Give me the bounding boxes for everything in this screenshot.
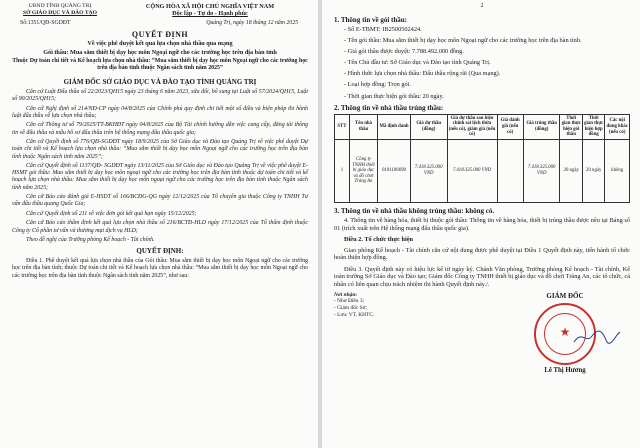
table-cell: 20 ngày — [582, 140, 605, 203]
section-package-info: 1. Thông tin về gói thầu: — [334, 16, 407, 24]
document-date: Quảng Trị, ngày 18 tháng 12 năm 2025 — [206, 20, 298, 27]
article-2-body: Giao phòng Kế hoạch - Tài chính căn cứ nội dung được phê duyệt tại Điều 1 Quyết định này, tiến hành tổ chức hoàn thiện hợp đồng. — [334, 246, 630, 262]
table-cell: 0101186698 — [378, 140, 411, 203]
number-date-row — [12, 17, 308, 26]
agency-parent: UBND TỈNH QUẢNG TRỊ — [28, 3, 92, 9]
table-row — [335, 140, 630, 203]
table-cell: không — [605, 140, 630, 203]
page-number: 2 — [480, 3, 484, 9]
goods-info: 4. Thông tin về hàng hóa, thiết bị thuộc gói thầu: Thông tin về hàng hóa, thiết bị trúng thầu được nêu tại Bảng số 01 (trích xuất trên Hệ thống mạng đấu thầu quốc gia). — [334, 217, 630, 232]
signer — [500, 292, 630, 374]
column-header: Thời gian thực hiện hợp đồng — [582, 114, 605, 139]
country-name: CỘNG HÒA XÃ HỘI CHỦ NGHĨA VIỆT NAM — [145, 3, 275, 10]
motto: Độc lập - Tự do - Hạnh phúc — [172, 10, 248, 18]
column-header: Giá dự thầu (đồng) — [410, 114, 447, 139]
info-line: - Loại hợp đồng: Trọn gói. — [344, 81, 412, 89]
document-number: Số:1351/QĐ-SGDĐT — [20, 20, 71, 27]
legal-basis: Căn cứ Luật Đấu thầu số 22/2023/QH15 ngày 23 tháng 6 năm 2023, sửa đổi, bổ sung tại Luật số 57/2024/QH15, Luật số 90/2025/QH15; — [12, 89, 308, 103]
document-title: QUYẾT ĐỊNH — [131, 30, 189, 40]
section-losing-bidders: 3. Thông tin về nhà thầu không trúng thầu: không có. — [334, 207, 495, 216]
column-header: Các nội dung khác (nếu có) — [605, 114, 630, 139]
column-header: Mã định danh — [378, 114, 411, 139]
info-line: - Giá gói thầu được duyệt: 7.788.492.000 đồng. — [344, 48, 464, 56]
winning-bidder-table — [334, 114, 630, 203]
official-seal-icon: ★ — [534, 303, 596, 365]
article-3: Điều 3. Quyết định này có hiệu lực kể từ ngày ký. Chánh Văn phòng, Trưởng phòng Kế hoạch - Tài chính, Kế toán trường Sở Giáo dục và Đào tạo; Giám đốc Công ty TNHH thiết bị giáo dục và đồ chơi Tràng An, các tổ chức, cá nhân có liên quan chịu trách nhiệm thi hành Quyết định này./. — [334, 265, 630, 288]
column-header: Tên nhà thầu — [349, 114, 377, 139]
recipient: - Lưu: VT, KHTC. — [334, 311, 375, 318]
agency-name: SỞ GIÁO DỤC VÀ ĐÀO TẠO — [23, 10, 97, 16]
info-line: - Tên Chủ đầu tư: Sở Giáo dục và Đào tạo tỉnh Quảng Trị. — [344, 59, 491, 67]
issuing-authority: GIÁM ĐỐC SỞ GIÁO DỤC VÀ ĐÀO TẠO TỈNH QUẢNG TRỊ — [63, 78, 257, 86]
article-2-heading: Điều 2. Tổ chức thực hiện — [344, 235, 414, 243]
column-header: Giá trúng thầu (đồng) — [523, 114, 560, 139]
table-cell: Công ty TNHH thiết bị giáo dục và đồ chơi Tràng An — [349, 140, 377, 203]
legal-basis: Căn cứ Báo cáo đánh giá E-HSDT số 166/BCĐG-QG ngày 12/12/2025 của Tổ chuyên gia thuộc Công ty TNHH Tư vấn đấu thầu quang Quốc Gia; — [12, 194, 308, 208]
recipient: - Như Điều 3; — [334, 298, 365, 305]
legal-basis: Căn cứ Thông tư số 79/2025/TT-BKHĐT ngày 04/8/2025 của Bộ Tài chính hướng dẫn việc cung cấp, đăng tải thông tin về đấu thầu và mẫu hồ sơ đấu thầu trên hệ thống mạng đấu thầu quốc gia; — [12, 122, 308, 136]
table-cell: 20 ngày — [560, 140, 582, 203]
handwritten-signature-icon — [572, 328, 622, 346]
table-header-row — [335, 114, 630, 139]
legal-basis: Căn cứ Nghị định số 214/NĐ-CP ngày 04/8/2025 của Chính phủ quy định chi tiết một số điều và biện pháp thi hành luật đấu thầu về lựa chọn nhà thầu; — [12, 105, 308, 119]
info-line: - Tên gói thầu: Mua sắm thiết bị dạy học môn Ngoại ngữ cho các trường học trên địa bàn tỉnh. — [344, 37, 582, 45]
signer-name: Lê Thị Hương — [544, 366, 586, 374]
column-header: STT — [335, 114, 350, 139]
recipients-title: Nơi nhận: — [334, 291, 358, 298]
column-header: Giá dự thầu sau hiệu chỉnh sai lệch thừa (nếu có), giảm giá (nếu có) — [447, 114, 497, 139]
legal-basis: Căn cứ Quyết định số 776/QĐ-SGDĐT ngày 18/9/2025 của Sở Giáo dục và Đào tạo Quảng Trị về việc phê duyệt Dự toán chi tiết và Kế hoạch lựa chọn nhà thầu: “Mua sắm thiết bị dạy học môn Ngoại ngữ cho các trường học trên địa bàn tỉnh thuộc Ngân sách tỉnh năm 2025”; — [12, 139, 308, 160]
legal-basis: Căn cứ Quyết định số 211 về việc đơn gói kết quả hạn ngày 15/12/2025; — [26, 210, 197, 217]
info-line: - Thời gian thực hiện gói thầu: 20 ngày. — [344, 92, 444, 100]
recipient: - Giám đốc Sở; — [334, 304, 367, 311]
section-winning-bidder: 2. Thông tin về nhà thầu trúng thầu: — [334, 103, 444, 112]
package-name: Gói thầu: Mua sắm thiết bị dạy học môn Ngoại ngữ cho các trường học trên địa bàn tỉnh — [43, 48, 277, 56]
article-1: Điều 1. Phê duyệt kết quả lựa chọn nhà thầu của Gói thầu: Mua sắm thiết bị dạy học môn Ngoại ngữ cho các trường học trên địa bàn tỉnh; thuộc Dự toán chi tiết và Kế hoạch lựa chọn nhà thầu: “Mua sắm thiết bị dạy học môn Ngoại ngữ cho các trường học trên địa bàn tỉnh thuộc Ngân sách tỉnh năm 2025”, như sau: — [12, 258, 308, 279]
legal-basis: Căn cứ Báo cáo thẩm định kết quả lựa chọn nhà thầu số 216/BCTĐ-HLD ngày 17/12/2025 của Tổ thẩm định thuộc Công ty Cổ phần tư vấn và thương mại dịch vụ HLD; — [12, 220, 308, 234]
info-line: - Hình thức lựa chọn nhà thầu: Đấu thầu rộng rãi (Qua mạng). — [344, 70, 501, 78]
package-info-list — [334, 26, 630, 100]
legal-basis: Căn cứ Quyết định số 1137/QĐ- SGDĐT ngày 13/11/2025 của Sở Giáo dục và Đào tạo Quảng Trị về việc phê duyệt E-HSMT gói thầu: Mua sắm thiết bị dạy học môn ngoại ngữ cho các trường học trên địa bàn tỉnh thuộc dự toán chi tiết và kế hoạch lựa chọn nhà thầu: Mua sắm thiết bị dạy học môn ngoại ngữ cho các trường học trên địa bàn tỉnh thuộc Ngân sách tỉnh năm 2025; — [12, 163, 308, 191]
national-motto — [112, 3, 308, 17]
table-cell: 7.418.325.000 VND — [410, 140, 447, 203]
legal-basis: Theo đề nghị của Trưởng phòng Kế hoạch - Tài chính. — [26, 237, 155, 244]
signer-role: GIÁM ĐỐC — [546, 291, 584, 300]
decision-heading: QUYẾT ĐỊNH: — [136, 247, 184, 256]
decision-page-2 — [322, 0, 640, 448]
column-header: Giá đánh giá (nếu có) — [497, 114, 523, 139]
signature-block — [334, 292, 630, 374]
project-name: Thuộc Dự toán chi tiết và Kế hoạch lựa chọn nhà thầu: “Mua sắm thiết bị dạy học môn Ngoại ngữ cho các trường học trên địa bàn tỉnh thuộc Ngân sách tỉnh năm 2025” — [12, 58, 308, 71]
table-cell: 7.418.325.000 VND — [523, 140, 560, 203]
legal-bases — [12, 89, 308, 244]
table-cell: 7.418.325.000 VND — [447, 140, 497, 203]
recipients — [334, 292, 454, 374]
document-header — [12, 3, 308, 17]
issuing-agency — [12, 3, 108, 17]
document-subject: Về việc phê duyệt kết quả lựa chọn nhà thầu qua mạng — [87, 40, 233, 48]
table-cell: 1 — [335, 140, 350, 203]
table-cell — [497, 140, 523, 203]
info-line: - Số E-TBMT: IB2500502424. — [344, 26, 422, 33]
decision-page-1 — [0, 0, 318, 448]
column-header: Thời gian thực hiện gói thầu — [560, 114, 582, 139]
